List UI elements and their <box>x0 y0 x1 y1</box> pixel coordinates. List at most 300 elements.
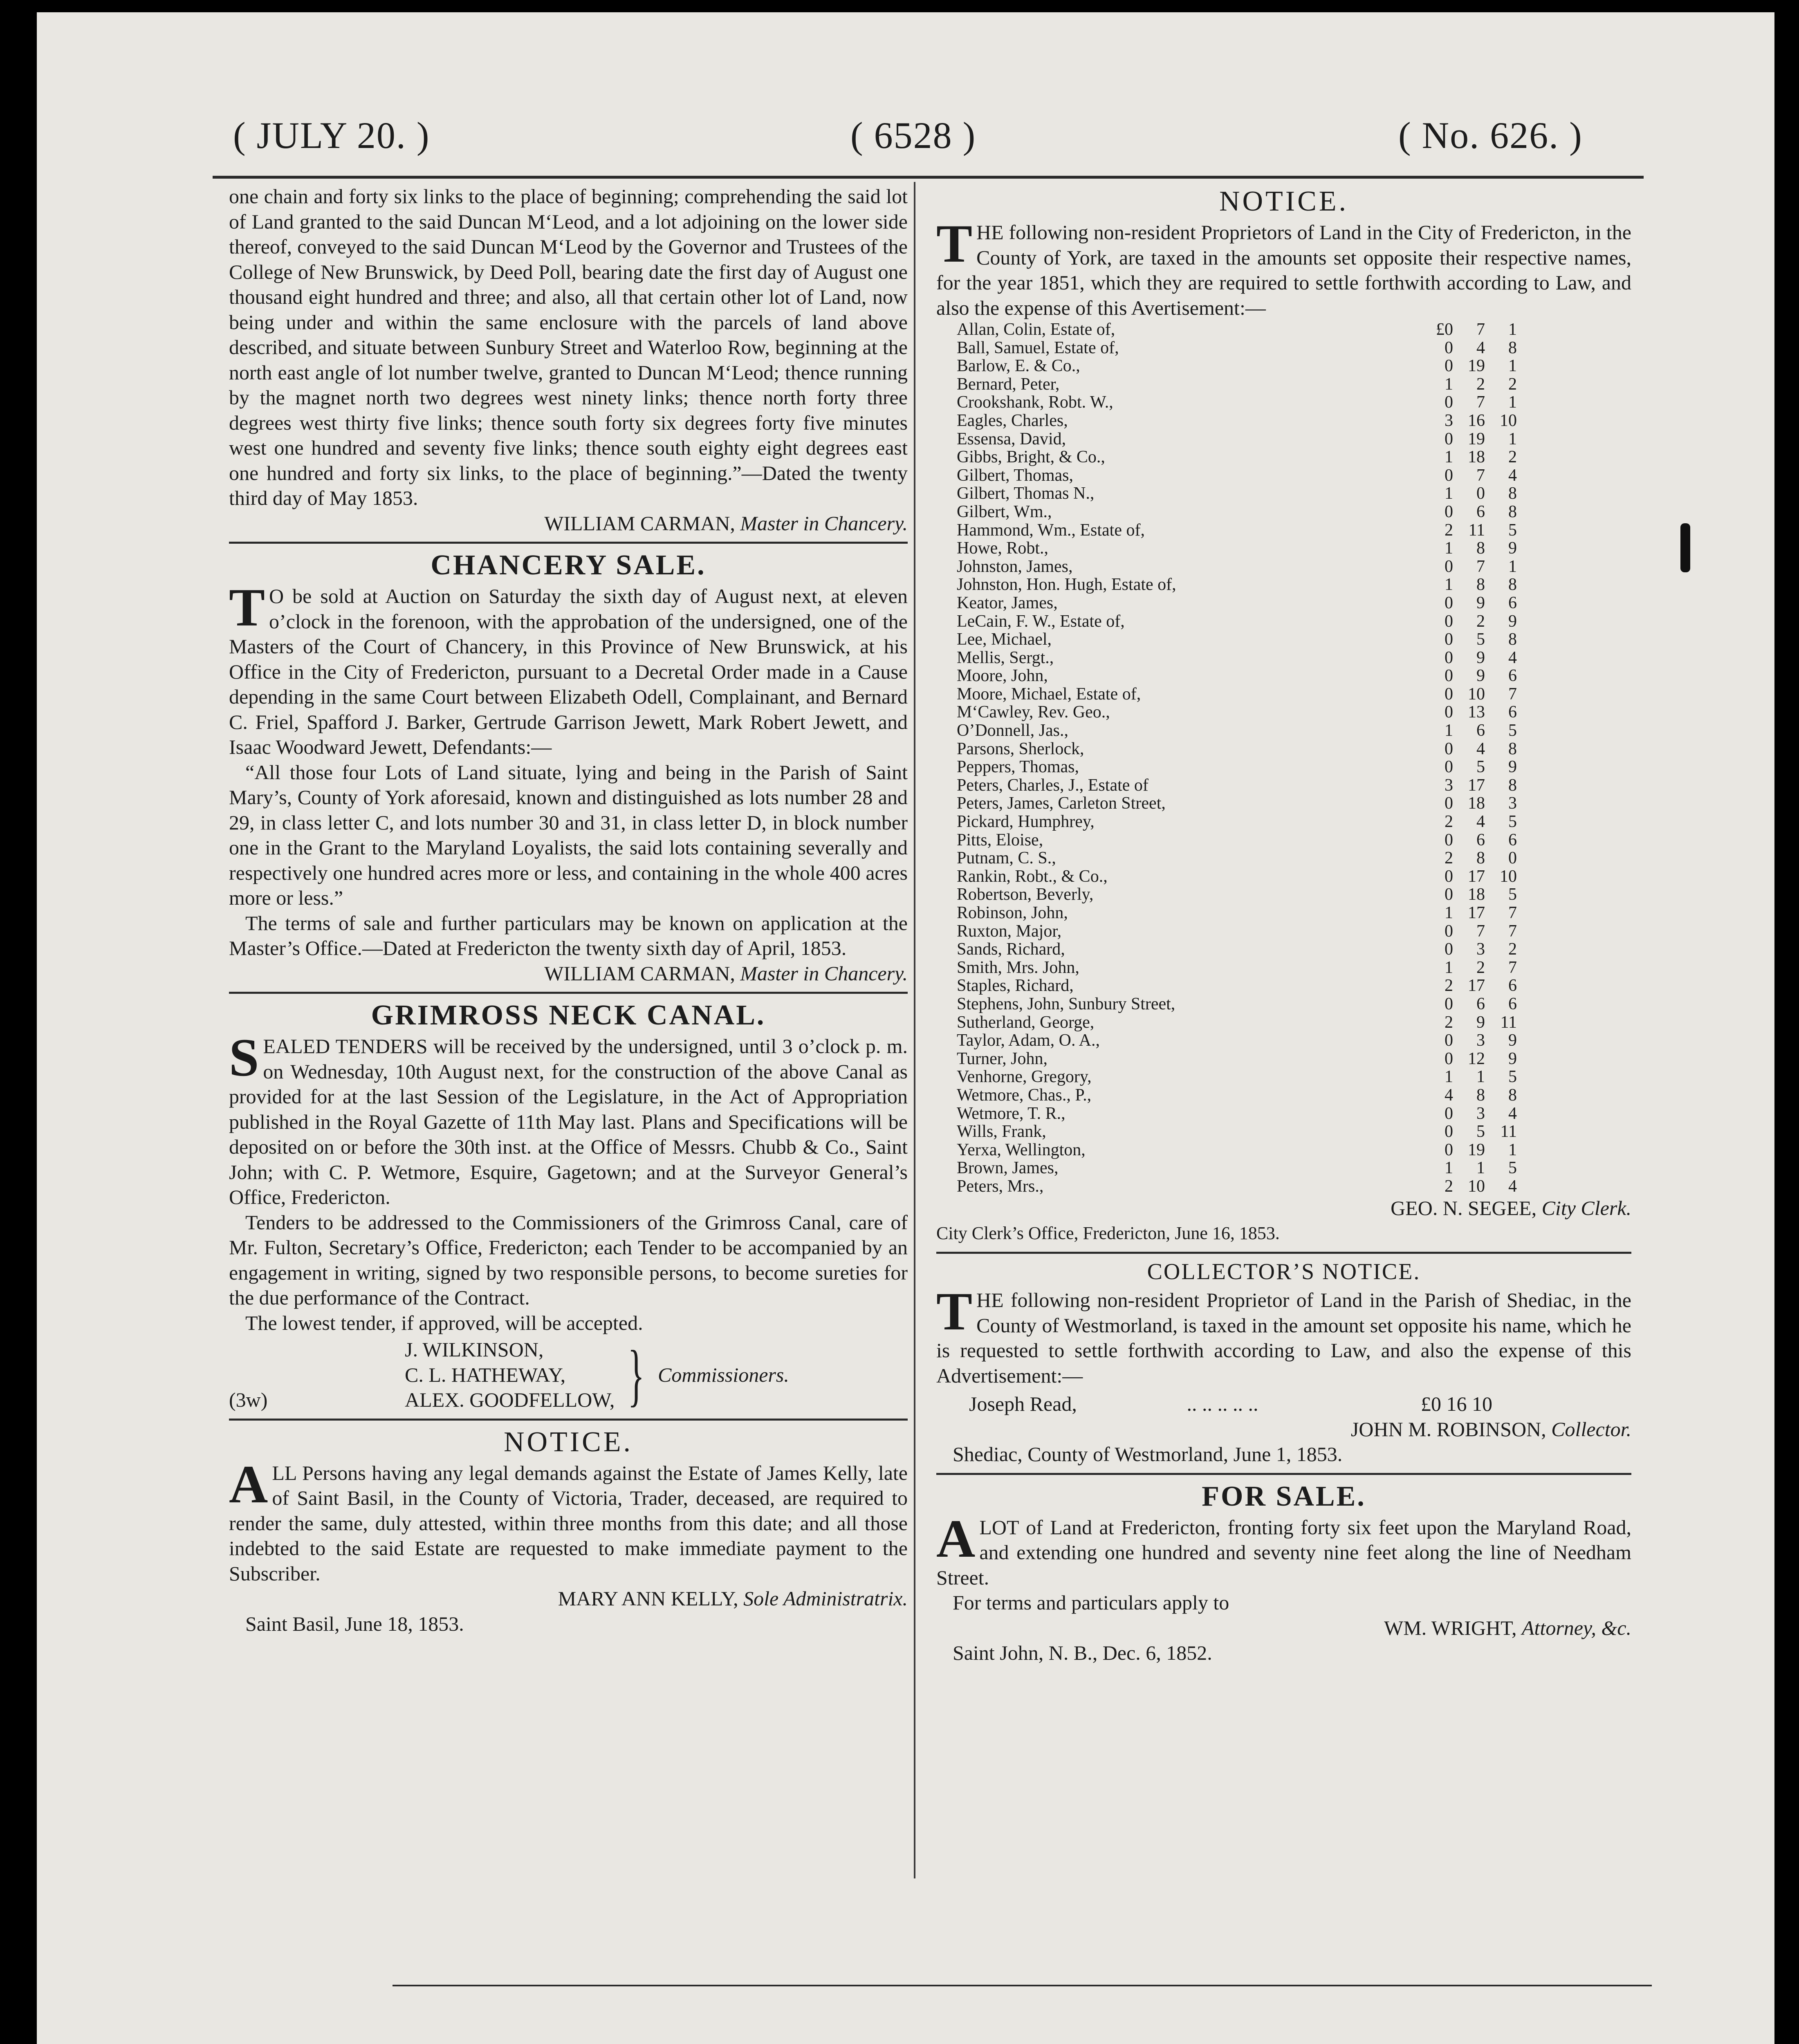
tax-notice-title: NOTICE. <box>1219 186 1349 217</box>
tax-amount-pounds: 0 <box>1445 593 1453 612</box>
tax-row <box>936 776 1631 795</box>
section-rule <box>229 1419 908 1421</box>
tax-row-amount <box>1411 503 1517 521</box>
tax-row <box>936 466 1631 485</box>
tax-row <box>936 867 1631 886</box>
tax-row <box>936 521 1631 540</box>
tax-amount-pounds: 1 <box>1445 575 1453 594</box>
tax-amount-pounds: 0 <box>1445 885 1453 904</box>
tax-row-name: Gibbs, Bright, & Co., <box>957 448 1105 466</box>
tax-row-name: Johnston, James, <box>957 557 1073 576</box>
tax-row <box>936 503 1631 521</box>
tax-row-name: O’Donnell, Jas., <box>957 722 1068 740</box>
tax-row-name: Putnam, C. S., <box>957 849 1056 867</box>
tax-amount-shillings: 13 <box>1468 703 1485 722</box>
tax-row-amount <box>1411 703 1517 722</box>
tax-amount-pounds: 0 <box>1445 758 1453 777</box>
tax-row-name: Peters, Mrs., <box>957 1177 1044 1196</box>
tax-row-amount <box>1411 320 1517 339</box>
tax-row-amount <box>1411 357 1517 375</box>
tax-row-amount <box>1411 448 1517 466</box>
tax-row-amount <box>1411 558 1517 576</box>
left-column <box>229 184 908 1636</box>
dropcap: A <box>229 1454 268 1514</box>
tax-amount-shillings: 18 <box>1468 794 1485 813</box>
tax-amount-pounds: 1 <box>1445 374 1453 394</box>
tax-amount-pounds: 3 <box>1445 411 1453 430</box>
tax-amount-pence: 1 <box>1508 1140 1517 1159</box>
tax-amount-shillings: 17 <box>1468 867 1485 886</box>
tax-amount-pence: 7 <box>1508 684 1517 704</box>
tax-row-amount <box>1411 339 1517 357</box>
tax-amount-pence: 6 <box>1508 976 1517 995</box>
tax-amount-shillings: 1 <box>1476 1067 1485 1087</box>
tax-row-amount <box>1411 959 1517 977</box>
tax-row-name: Crookshank, Robt. W., <box>957 393 1113 412</box>
tax-amount-pounds: 0 <box>1445 393 1453 412</box>
tax-row-amount <box>1411 722 1517 740</box>
tax-amount-pence: 5 <box>1508 812 1517 831</box>
tax-row-name: Peters, Charles, J., Estate of <box>957 776 1148 795</box>
tax-row <box>936 375 1631 394</box>
tax-amount-pounds: 2 <box>1445 812 1453 831</box>
section-rule <box>936 1252 1631 1254</box>
tax-amount-shillings: 9 <box>1476 648 1485 667</box>
tax-amount-pounds: 2 <box>1445 1013 1453 1032</box>
tax-row-name: Lee, Michael, <box>957 630 1052 649</box>
tax-row-amount <box>1411 393 1517 412</box>
tax-row-amount <box>1411 849 1517 867</box>
tax-amount-pence: 1 <box>1508 557 1517 576</box>
tax-amount-pounds: 0 <box>1445 630 1453 649</box>
tax-row-amount <box>1411 794 1517 813</box>
header-page-number: ( 6528 ) <box>850 114 976 156</box>
tax-amount-shillings: 6 <box>1476 994 1485 1013</box>
tax-amount-shillings: 4 <box>1476 739 1485 758</box>
tax-row-amount <box>1411 1123 1517 1141</box>
tax-amount-pence: 7 <box>1508 958 1517 977</box>
tax-row-amount <box>1411 1050 1517 1068</box>
tax-amount-shillings: 6 <box>1476 721 1485 740</box>
tax-row-name: Robinson, John, <box>957 904 1068 922</box>
tax-amount-shillings: 19 <box>1468 429 1485 448</box>
tax-row-name: Gilbert, Thomas, <box>957 466 1074 485</box>
tax-row <box>936 576 1631 594</box>
tax-amount-pence: 11 <box>1500 1122 1517 1141</box>
tax-amount-pounds: 0 <box>1445 666 1453 686</box>
tax-row-name: Howe, Robt., <box>957 539 1048 558</box>
tax-amount-shillings: 9 <box>1476 666 1485 686</box>
tax-amount-pence: 2 <box>1508 374 1517 394</box>
tax-amount-shillings: 4 <box>1476 338 1485 357</box>
tax-row-amount <box>1411 685 1517 704</box>
tax-row-name: Mellis, Sergt., <box>957 648 1054 667</box>
tax-amount-shillings: 8 <box>1476 539 1485 558</box>
tax-row-amount <box>1411 1177 1517 1196</box>
tax-amount-pence: 8 <box>1508 775 1517 795</box>
section-rule <box>229 992 908 994</box>
tax-amount-pence: 8 <box>1508 575 1517 594</box>
tax-amount-pence: 4 <box>1508 648 1517 667</box>
chancery-paragraph-3: The terms of sale and further particulars may be known on application at the Master’s Office.—Dated at Fredericton the twenty sixth day of April, 1853. <box>229 911 908 959</box>
column-divider <box>914 182 915 1878</box>
tax-amount-pence: 11 <box>1500 1013 1517 1032</box>
tax-row <box>936 758 1631 776</box>
tax-amount-pence: 4 <box>1508 466 1517 485</box>
tax-row <box>936 357 1631 375</box>
tax-row-amount <box>1411 885 1517 904</box>
tax-row <box>936 1031 1631 1050</box>
tax-amount-shillings: 2 <box>1476 374 1485 394</box>
gazette-page <box>37 12 1774 2044</box>
collector-paragraph: THE following non-resident Proprietor of Land in the Parish of Shediac, in the County of Westmorland, is taxed in the amount set opposite his name, which he is requested to settle forthwith according to Law, and also the expense of this Advertisement:— <box>936 1281 1631 1387</box>
tax-amount-shillings: 8 <box>1476 575 1485 594</box>
tax-amount-pence: 6 <box>1508 666 1517 686</box>
tax-amount-pounds: 0 <box>1445 502 1453 521</box>
tax-row-name: Wetmore, Chas., P., <box>957 1086 1092 1105</box>
tax-row-amount <box>1411 430 1517 448</box>
header-rule <box>213 176 1644 179</box>
tax-row-amount <box>1411 594 1517 612</box>
tax-amount-pence: 2 <box>1508 940 1517 959</box>
tax-amount-pence: 8 <box>1508 502 1517 521</box>
tax-row-name: Wills, Frank, <box>957 1123 1046 1141</box>
chancery-paragraph-1: T O be sold at Auction on Saturday the sixth day of August next, at eleven o’clock in the forenoon, with the approbation of the undersigned, one of the Masters of the Court of Chancery, in this Province of New Brunswick, at his Office in the City of Fredericton, pursuant to a Decretal Order made in a Cause depending in the same Court between Elizabeth Odell, Complainant, and Bernard C. Friel, Spafford J. Barker, Gertrude Garrison Jewett, Mark Robert Jewett, and Isaac Woodward Jewett, Defendants:— <box>229 577 908 758</box>
kelly-place-date: Saint Basil, June 18, 1853. <box>245 1612 464 1635</box>
tax-amount-shillings: 19 <box>1468 1140 1485 1159</box>
section-rule <box>936 1473 1631 1475</box>
tax-amount-shillings: 7 <box>1476 393 1485 412</box>
continuation-text: one chain and forty six links to the place of beginning; comprehending the said lot of Land granted to the said Duncan M‘Leod, and a lot adjoining on the lower side thereof, conveyed to the said Duncan M‘Leod by the Governor and Trustees of the College of New Brunswick, by Deed Poll, bearing date the first day of August one thousand eight hundred and three; and also, all that certain other lot of Land, now being under and within the same enclosure with the parcels of land above described, and situate between Sunbury Street and Waterloo Row, beginning at the north east angle of lot number twelve, granted to Duncan M‘Leod; thence running by the magnet north two degrees west ninety links; thence north forty three degrees west thirty five links; thence south forty six degrees forty five minutes west one hundred and seventy five links; thence south eighty eight degrees east one hundred and forty six links, to the place of beginning.”—Dated the twenty third day of May 1853. <box>229 185 908 509</box>
tax-notice-paragraph: THE following non-resident Proprietors of Land in the City of Fredericton, in the County of York, are taxed in the amounts set opposite their respective names, for the year 1851, which they are required to settle forthwith according to Law, and also the expense of this Avertisement:— <box>936 213 1631 319</box>
tax-row-name: Smith, Mrs. John, <box>957 958 1079 977</box>
tax-row-amount <box>1411 576 1517 594</box>
tax-amount-pence: 4 <box>1508 1104 1517 1123</box>
tax-amount-pounds: 0 <box>1445 557 1453 576</box>
tax-amount-pounds: 0 <box>1445 1140 1453 1159</box>
tax-row-name: Barlow, E. & Co., <box>957 357 1080 375</box>
tax-amount-shillings: 6 <box>1476 830 1485 849</box>
tax-amount-shillings: 16 <box>1468 411 1485 430</box>
tax-amount-shillings: 3 <box>1476 1104 1485 1123</box>
tax-amount-shillings: 1 <box>1476 1159 1485 1178</box>
for-sale-place-date: Saint John, N. B., Dec. 6, 1852. <box>953 1641 1212 1664</box>
tax-amount-pence: 5 <box>1508 721 1517 740</box>
tax-row-amount <box>1411 813 1517 831</box>
tax-row <box>936 1177 1631 1196</box>
tax-row <box>936 667 1631 685</box>
tax-row-name: Staples, Richard, <box>957 977 1074 995</box>
right-column <box>936 184 1631 1666</box>
tax-amount-shillings: 0 <box>1476 484 1485 503</box>
edge-mark <box>1680 523 1690 572</box>
tax-row-amount <box>1411 412 1517 430</box>
dropcap: A <box>936 1508 976 1569</box>
tax-row <box>936 904 1631 922</box>
tax-row <box>936 393 1631 412</box>
tax-row <box>936 320 1631 339</box>
chancery-signature: WILLIAM CARMAN, Master in Chancery. <box>544 961 908 985</box>
tax-amount-pounds: 1 <box>1445 539 1453 558</box>
tax-amount-pence: 7 <box>1508 903 1517 922</box>
tax-row-amount <box>1411 612 1517 631</box>
tax-amount-pounds: 0 <box>1445 703 1453 722</box>
tax-amount-pence: 3 <box>1508 794 1517 813</box>
tax-row-amount <box>1411 649 1517 667</box>
tax-amount-pounds: 0 <box>1445 794 1453 813</box>
tax-amount-pence: 2 <box>1508 448 1517 467</box>
tax-amount-shillings: 7 <box>1476 320 1485 339</box>
tax-row-amount <box>1411 776 1517 795</box>
tax-row <box>936 1086 1631 1105</box>
tax-amount-pence: 1 <box>1508 429 1517 448</box>
tax-amount-pounds: 1 <box>1445 448 1453 467</box>
tax-row-amount <box>1411 1068 1517 1086</box>
tax-row <box>936 1159 1631 1177</box>
tax-amount-pence: 5 <box>1508 1159 1517 1178</box>
tax-amount-pounds: 0 <box>1445 1122 1453 1141</box>
tax-row-name: Pickard, Humphrey, <box>957 813 1095 831</box>
tax-amount-pounds: 2 <box>1445 1177 1453 1196</box>
tax-row-name: Gilbert, Thomas N., <box>957 484 1095 503</box>
tax-amount-shillings: 8 <box>1476 849 1485 868</box>
tax-row-amount <box>1411 466 1517 485</box>
tax-amount-shillings: 18 <box>1468 885 1485 904</box>
tax-row-amount <box>1411 867 1517 886</box>
tax-row <box>936 649 1631 667</box>
tax-amount-pounds: 0 <box>1445 994 1453 1013</box>
tax-amount-pounds: 0 <box>1445 612 1453 631</box>
tax-row-name: LeCain, F. W., Estate of, <box>957 612 1125 631</box>
tax-row-name: Robertson, Beverly, <box>957 885 1094 904</box>
brace: } <box>628 1336 645 1414</box>
tax-amount-pounds: 2 <box>1445 520 1453 540</box>
tax-amount-shillings: 19 <box>1468 356 1485 376</box>
tax-amount-shillings: 5 <box>1476 630 1485 649</box>
tax-row <box>936 484 1631 503</box>
tax-amount-pence: 1 <box>1508 356 1517 376</box>
tax-amount-pounds: 0 <box>1445 356 1453 376</box>
tax-row <box>936 558 1631 576</box>
tax-amount-shillings: 5 <box>1476 1122 1485 1141</box>
tax-amount-pounds: 4 <box>1445 1085 1453 1105</box>
tax-amount-pounds: 0 <box>1445 429 1453 448</box>
tax-row-amount <box>1411 740 1517 758</box>
tax-amount-pounds: £0 <box>1436 320 1453 339</box>
tax-amount-pounds: 0 <box>1445 830 1453 849</box>
tax-row <box>936 1123 1631 1141</box>
tax-amount-shillings: 11 <box>1468 520 1485 540</box>
tax-amount-shillings: 17 <box>1468 903 1485 922</box>
tax-amount-shillings: 10 <box>1468 1177 1485 1196</box>
tax-amount-pounds: 0 <box>1445 867 1453 886</box>
tax-amount-shillings: 2 <box>1476 958 1485 977</box>
collector-signature: JOHN M. ROBINSON, Collector. <box>1350 1417 1631 1441</box>
tax-row-name: Wetmore, T. R., <box>957 1104 1065 1123</box>
for-sale-apply: For terms and particulars apply to <box>953 1591 1229 1614</box>
tax-row-name: Brown, James, <box>957 1159 1059 1177</box>
tax-row-name: Eagles, Charles, <box>957 411 1068 430</box>
tax-amount-pounds: 1 <box>1445 903 1453 922</box>
tax-amount-pence: 6 <box>1508 593 1517 612</box>
dropcap: T <box>936 1281 973 1341</box>
tax-row-name: Turner, John, <box>957 1049 1048 1068</box>
tax-amount-pounds: 0 <box>1445 648 1453 667</box>
tax-row <box>936 722 1631 740</box>
tax-amount-shillings: 18 <box>1468 448 1485 467</box>
tax-row <box>936 813 1631 831</box>
chancery-sale-title: CHANCERY SALE. <box>431 549 706 581</box>
tax-notice-signature: GEO. N. SEGEE, City Clerk. <box>1391 1196 1631 1219</box>
tax-amount-pounds: 0 <box>1445 338 1453 357</box>
tax-list <box>936 320 1631 1196</box>
for-sale-paragraph: ALOT of Land at Fredericton, fronting forty six feet upon the Maryland Road, and extending one hundred and seventy nine feet along the line of Needham Street. <box>936 1508 1631 1589</box>
tax-row-amount <box>1411 977 1517 995</box>
tax-amount-pounds: 0 <box>1445 1049 1453 1068</box>
tax-row <box>936 594 1631 612</box>
tax-amount-pounds: 0 <box>1445 466 1453 485</box>
tax-amount-pence: 9 <box>1508 539 1517 558</box>
tax-amount-pence: 5 <box>1508 1067 1517 1087</box>
chancery-paragraph-2: “All those four Lots of Land situate, lying and being in the Parish of Saint Mary’s, County of York aforesaid, known and distinguished as lots number 28 and 29, in class letter C, and lots number 30 and 31, in class letter D, in block number one in the Grant to the Maryland Loyalists, the said lots containing severally and respectively one hundred acres more or less, and containing in the whole 400 acres more or less.” <box>229 760 908 909</box>
canal-paragraph-1: SEALED TENDERS will be received by the undersigned, until 3 o’clock p. m. on Wednesday, 10th August next, for the construction of the above Canal as provided for at the last Session of the Legislature, in the Act of Appropriation published in the Royal Gazette of 11th May last. Plans and Specifications will be deposited on or before the 30th inst. at the Office of Messrs. Chubb & Co., Saint John; with C. P. Wetmore, Esquire, Gagetown; and at the Surveyor General’s Office, Fredericton. <box>229 1027 908 1208</box>
tax-amount-shillings: 17 <box>1468 976 1485 995</box>
tax-amount-shillings: 7 <box>1476 921 1485 941</box>
tax-row <box>936 1068 1631 1086</box>
footer-rule <box>393 1985 1652 1986</box>
tax-amount-pence: 10 <box>1500 411 1517 430</box>
commissioner-name: C. L. HATHEWAY, <box>405 1363 566 1386</box>
tax-amount-pence: 5 <box>1508 520 1517 540</box>
tax-row <box>936 1013 1631 1032</box>
tax-amount-pounds: 3 <box>1445 775 1453 795</box>
tax-amount-pounds: 0 <box>1445 684 1453 704</box>
tax-amount-pence: 9 <box>1508 1031 1517 1050</box>
tax-row-name: Gilbert, Wm., <box>957 502 1052 521</box>
tax-row <box>936 685 1631 704</box>
tax-row <box>936 539 1631 558</box>
tax-row-amount <box>1411 758 1517 776</box>
tax-row-name: Moore, John, <box>957 667 1048 685</box>
tax-row-name: M‘Cawley, Rev. Geo., <box>957 703 1110 722</box>
tax-amount-pence: 8 <box>1508 338 1517 357</box>
tax-row-amount <box>1411 484 1517 503</box>
tax-row <box>936 940 1631 959</box>
commissioner-name: J. WILKINSON, <box>405 1338 544 1361</box>
tax-amount-shillings: 2 <box>1476 612 1485 631</box>
tax-row-name: Rankin, Robt., & Co., <box>957 867 1108 886</box>
tax-row-amount <box>1411 521 1517 540</box>
tax-amount-shillings: 9 <box>1476 593 1485 612</box>
tax-row-name: Stephens, John, Sunbury Street, <box>957 995 1175 1013</box>
tax-amount-pence: 6 <box>1508 830 1517 849</box>
tax-amount-shillings: 5 <box>1476 758 1485 777</box>
tax-amount-pence: 1 <box>1508 320 1517 339</box>
header-issue-number: ( No. 626. ) <box>1398 114 1583 156</box>
tax-row-amount <box>1411 940 1517 959</box>
tax-row <box>936 922 1631 941</box>
tax-amount-pence: 6 <box>1508 703 1517 722</box>
tax-row-name: Venhorne, Gregory, <box>957 1068 1092 1086</box>
tax-amount-pounds: 1 <box>1445 484 1453 503</box>
tax-row-name: Ball, Samuel, Estate of, <box>957 338 1119 357</box>
tax-row-amount <box>1411 1159 1517 1177</box>
tax-amount-pence: 9 <box>1508 758 1517 777</box>
tax-row-amount <box>1411 375 1517 394</box>
tax-row-amount <box>1411 995 1517 1013</box>
tax-row-name: Keator, James, <box>957 594 1058 612</box>
tax-row <box>936 339 1631 357</box>
section-rule <box>229 542 908 544</box>
tax-row <box>936 630 1631 649</box>
for-sale-signature: WM. WRIGHT, Attorney, &c. <box>1384 1616 1631 1639</box>
collector-place-date: Shediac, County of Westmorland, June 1, 1853. <box>953 1443 1343 1466</box>
collector-notice-title: COLLECTOR’S NOTICE. <box>1147 1259 1421 1284</box>
commissioners-block: (3w) J. WILKINSON, C. L. HATHEWAY, ALEX. GOODFELLOW, } Commissioners. <box>229 1336 789 1414</box>
for-sale-title: FOR SALE. <box>1202 1480 1366 1512</box>
tax-amount-shillings: 8 <box>1476 1085 1485 1105</box>
tax-row-name: Bernard, Peter, <box>957 375 1060 394</box>
tax-amount-shillings: 3 <box>1476 1031 1485 1050</box>
tax-row <box>936 412 1631 430</box>
tax-amount-pounds: 0 <box>1445 739 1453 758</box>
header-date: ( JULY 20. ) <box>233 114 430 156</box>
tax-notice-office: City Clerk’s Office, Fredericton, June 16, 1853. <box>936 1223 1280 1243</box>
tax-row <box>936 995 1631 1013</box>
tax-row-name: Peters, James, Carleton Street, <box>957 794 1166 813</box>
tax-amount-shillings: 9 <box>1476 1013 1485 1032</box>
tax-row <box>936 959 1631 977</box>
tax-row-name: Essensa, David, <box>957 430 1066 448</box>
dropcap: T <box>229 577 265 637</box>
tax-amount-pounds: 1 <box>1445 1067 1453 1087</box>
tax-row-name: Hammond, Wm., Estate of, <box>957 521 1145 540</box>
commissioners-label: Commissioners. <box>658 1363 789 1386</box>
tax-amount-pence: 1 <box>1508 393 1517 412</box>
tax-row <box>936 849 1631 867</box>
tax-row-amount <box>1411 1105 1517 1123</box>
tax-amount-pence: 9 <box>1508 1049 1517 1068</box>
tax-amount-pounds: 2 <box>1445 849 1453 868</box>
tax-row-amount <box>1411 1141 1517 1159</box>
dropcap: S <box>229 1027 259 1087</box>
tax-amount-pounds: 0 <box>1445 1104 1453 1123</box>
tax-amount-pence: 4 <box>1508 1177 1517 1196</box>
canal-paragraph-3: The lowest tender, if approved, will be accepted. <box>245 1311 643 1334</box>
tax-amount-pence: 7 <box>1508 921 1517 941</box>
tax-row <box>936 1141 1631 1159</box>
tax-row-name: Moore, Michael, Estate of, <box>957 685 1141 704</box>
commissioner-names <box>405 1337 615 1413</box>
tax-amount-shillings: 10 <box>1468 684 1485 704</box>
tax-row-name: Sutherland, George, <box>957 1013 1095 1032</box>
collector-entry: Joseph Read, .. .. .. .. .. £0 16 10 <box>969 1392 1492 1415</box>
tax-row-name: Pitts, Eloise, <box>957 831 1043 849</box>
tax-amount-pounds: 1 <box>1445 1159 1453 1178</box>
tax-amount-pounds: 0 <box>1445 940 1453 959</box>
tax-row <box>936 448 1631 466</box>
tax-row <box>936 703 1631 722</box>
tax-row-amount <box>1411 922 1517 941</box>
tax-row-name: Peppers, Thomas, <box>957 758 1079 776</box>
tax-amount-pence: 8 <box>1508 630 1517 649</box>
tax-row <box>936 740 1631 758</box>
tax-row <box>936 977 1631 995</box>
tax-amount-pence: 5 <box>1508 885 1517 904</box>
tax-amount-pence: 8 <box>1508 739 1517 758</box>
tax-amount-pence: 6 <box>1508 994 1517 1013</box>
tax-amount-shillings: 3 <box>1476 940 1485 959</box>
